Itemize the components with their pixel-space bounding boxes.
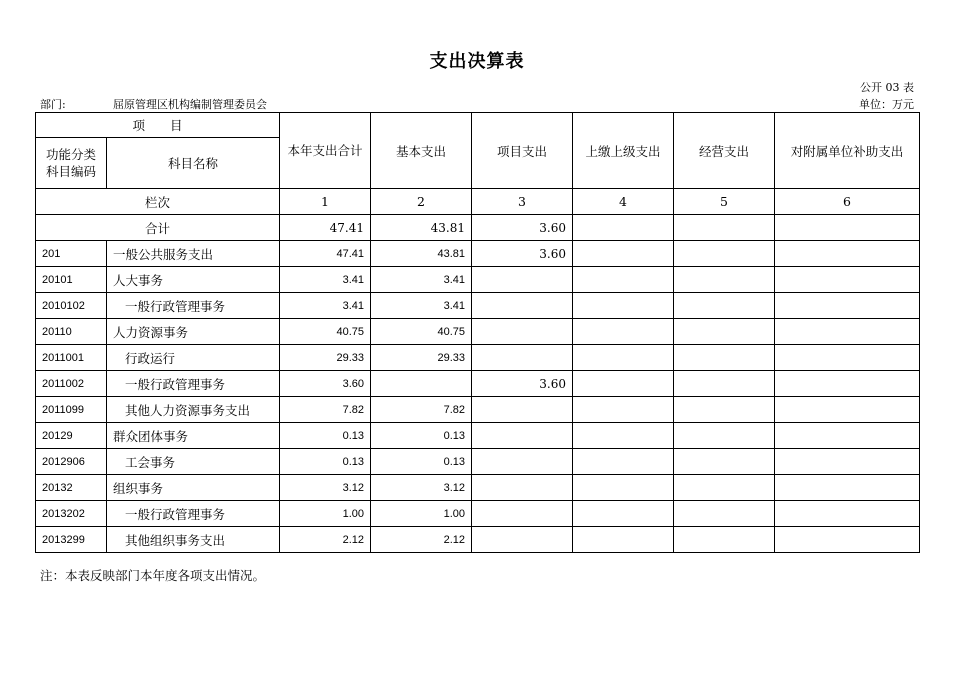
column-index-2: 2 <box>371 189 472 215</box>
row-upper <box>573 345 674 371</box>
row-business <box>674 397 775 423</box>
row-subsidy <box>775 293 920 319</box>
row-basic: 0.13 <box>371 423 472 449</box>
table-row <box>36 371 920 397</box>
column-index-row <box>36 189 920 215</box>
table-row <box>36 345 920 371</box>
row-upper <box>573 501 674 527</box>
row-business <box>674 475 775 501</box>
row-subsidy <box>775 267 920 293</box>
row-code: 2012906 <box>36 449 107 475</box>
department-name: 屈原管理区机构编制管理委员会 <box>113 98 267 111</box>
row-subject-name: 人力资源事务 <box>107 319 280 345</box>
row-upper <box>573 423 674 449</box>
column-index-5: 5 <box>674 189 775 215</box>
row-code: 20132 <box>36 475 107 501</box>
row-project <box>472 267 573 293</box>
row-code: 201 <box>36 241 107 267</box>
row-subject-name: 其他人力资源事务支出 <box>107 397 280 423</box>
header-basic: 基本支出 <box>371 113 472 189</box>
row-code: 2011002 <box>36 371 107 397</box>
column-index-label: 栏次 <box>36 189 280 215</box>
row-subsidy <box>775 449 920 475</box>
row-total: 2.12 <box>280 527 371 553</box>
table-row <box>36 527 920 553</box>
row-project <box>472 527 573 553</box>
page-title: 支出决算表 <box>429 51 525 72</box>
row-basic: 2.12 <box>371 527 472 553</box>
row-subject-name: 群众团体事务 <box>107 423 280 449</box>
row-subject-name: 工会事务 <box>107 449 280 475</box>
row-basic <box>371 371 472 397</box>
footnote: 注：本表反映部门本年度各项支出情况。 <box>40 568 266 583</box>
header-total: 本年支出合计 <box>280 113 371 189</box>
total-sum: 47.41 <box>280 215 371 241</box>
header-item: 项 目 <box>36 113 280 138</box>
row-code: 20110 <box>36 319 107 345</box>
row-project <box>472 345 573 371</box>
table-row <box>36 397 920 423</box>
row-upper <box>573 475 674 501</box>
row-subject-name: 人大事务 <box>107 267 280 293</box>
table-row <box>36 501 920 527</box>
row-project <box>472 397 573 423</box>
row-basic: 3.41 <box>371 267 472 293</box>
row-subsidy <box>775 423 920 449</box>
row-code: 2011001 <box>36 345 107 371</box>
row-basic: 1.00 <box>371 501 472 527</box>
row-subsidy <box>775 397 920 423</box>
expenditure-table <box>35 112 920 553</box>
row-subject-name: 行政运行 <box>107 345 280 371</box>
column-index-1: 1 <box>280 189 371 215</box>
row-upper <box>573 527 674 553</box>
total-project: 3.60 <box>472 215 573 241</box>
row-total: 3.41 <box>280 267 371 293</box>
header-subsidy: 对附属单位补助支出 <box>775 113 920 189</box>
row-subsidy <box>775 371 920 397</box>
row-business <box>674 449 775 475</box>
row-basic: 7.82 <box>371 397 472 423</box>
unit-label: 单位：万元 <box>859 98 914 111</box>
row-subject-name: 一般公共服务支出 <box>107 241 280 267</box>
total-row <box>36 215 920 241</box>
row-basic: 40.75 <box>371 319 472 345</box>
table-row <box>36 293 920 319</box>
table-row <box>36 449 920 475</box>
row-project <box>472 449 573 475</box>
total-business <box>674 215 775 241</box>
row-upper <box>573 241 674 267</box>
row-basic: 3.12 <box>371 475 472 501</box>
row-business <box>674 423 775 449</box>
total-label: 合计 <box>36 215 280 241</box>
header-business: 经营支出 <box>674 113 775 189</box>
row-business <box>674 501 775 527</box>
row-project <box>472 319 573 345</box>
row-subsidy <box>775 527 920 553</box>
row-business <box>674 345 775 371</box>
row-subsidy <box>775 241 920 267</box>
header-func-code: 功能分类科目编码 <box>36 138 107 189</box>
row-upper <box>573 371 674 397</box>
row-total: 40.75 <box>280 319 371 345</box>
row-business <box>674 241 775 267</box>
row-business <box>674 371 775 397</box>
total-basic: 43.81 <box>371 215 472 241</box>
header-upper: 上缴上级支出 <box>573 113 674 189</box>
total-upper <box>573 215 674 241</box>
row-total: 3.12 <box>280 475 371 501</box>
row-subject-name: 一般行政管理事务 <box>107 293 280 319</box>
table-row <box>36 267 920 293</box>
row-business <box>674 319 775 345</box>
row-subsidy <box>775 501 920 527</box>
row-subject-name: 一般行政管理事务 <box>107 371 280 397</box>
row-upper <box>573 267 674 293</box>
table-row <box>36 319 920 345</box>
row-basic: 43.81 <box>371 241 472 267</box>
table-row <box>36 423 920 449</box>
row-subject-name: 组织事务 <box>107 475 280 501</box>
total-subsidy <box>775 215 920 241</box>
row-code: 20101 <box>36 267 107 293</box>
form-number: 公开 03 表 <box>860 81 914 94</box>
row-upper <box>573 397 674 423</box>
row-code: 20129 <box>36 423 107 449</box>
row-code: 2013299 <box>36 527 107 553</box>
row-project <box>472 293 573 319</box>
row-subject-name: 一般行政管理事务 <box>107 501 280 527</box>
row-upper <box>573 293 674 319</box>
row-project: 3.60 <box>472 371 573 397</box>
row-business <box>674 527 775 553</box>
row-total: 3.60 <box>280 371 371 397</box>
row-total: 3.41 <box>280 293 371 319</box>
row-total: 0.13 <box>280 449 371 475</box>
row-total: 1.00 <box>280 501 371 527</box>
table-row <box>36 475 920 501</box>
row-total: 47.41 <box>280 241 371 267</box>
row-total: 7.82 <box>280 397 371 423</box>
row-basic: 3.41 <box>371 293 472 319</box>
header-project: 项目支出 <box>472 113 573 189</box>
row-total: 0.13 <box>280 423 371 449</box>
header-subject-name: 科目名称 <box>107 138 280 189</box>
table-row <box>36 241 920 267</box>
row-subject-name: 其他组织事务支出 <box>107 527 280 553</box>
row-subsidy <box>775 345 920 371</box>
row-code: 2013202 <box>36 501 107 527</box>
row-subsidy <box>775 475 920 501</box>
row-total: 29.33 <box>280 345 371 371</box>
row-project: 3.60 <box>472 241 573 267</box>
row-code: 2011099 <box>36 397 107 423</box>
row-basic: 0.13 <box>371 449 472 475</box>
row-business <box>674 267 775 293</box>
row-project <box>472 501 573 527</box>
row-upper <box>573 449 674 475</box>
row-project <box>472 423 573 449</box>
row-code: 2010102 <box>36 293 107 319</box>
row-basic: 29.33 <box>371 345 472 371</box>
column-index-6: 6 <box>775 189 920 215</box>
column-index-3: 3 <box>472 189 573 215</box>
row-upper <box>573 319 674 345</box>
row-business <box>674 293 775 319</box>
column-index-4: 4 <box>573 189 674 215</box>
department-label: 部门: <box>40 98 66 111</box>
row-subsidy <box>775 319 920 345</box>
row-project <box>472 475 573 501</box>
